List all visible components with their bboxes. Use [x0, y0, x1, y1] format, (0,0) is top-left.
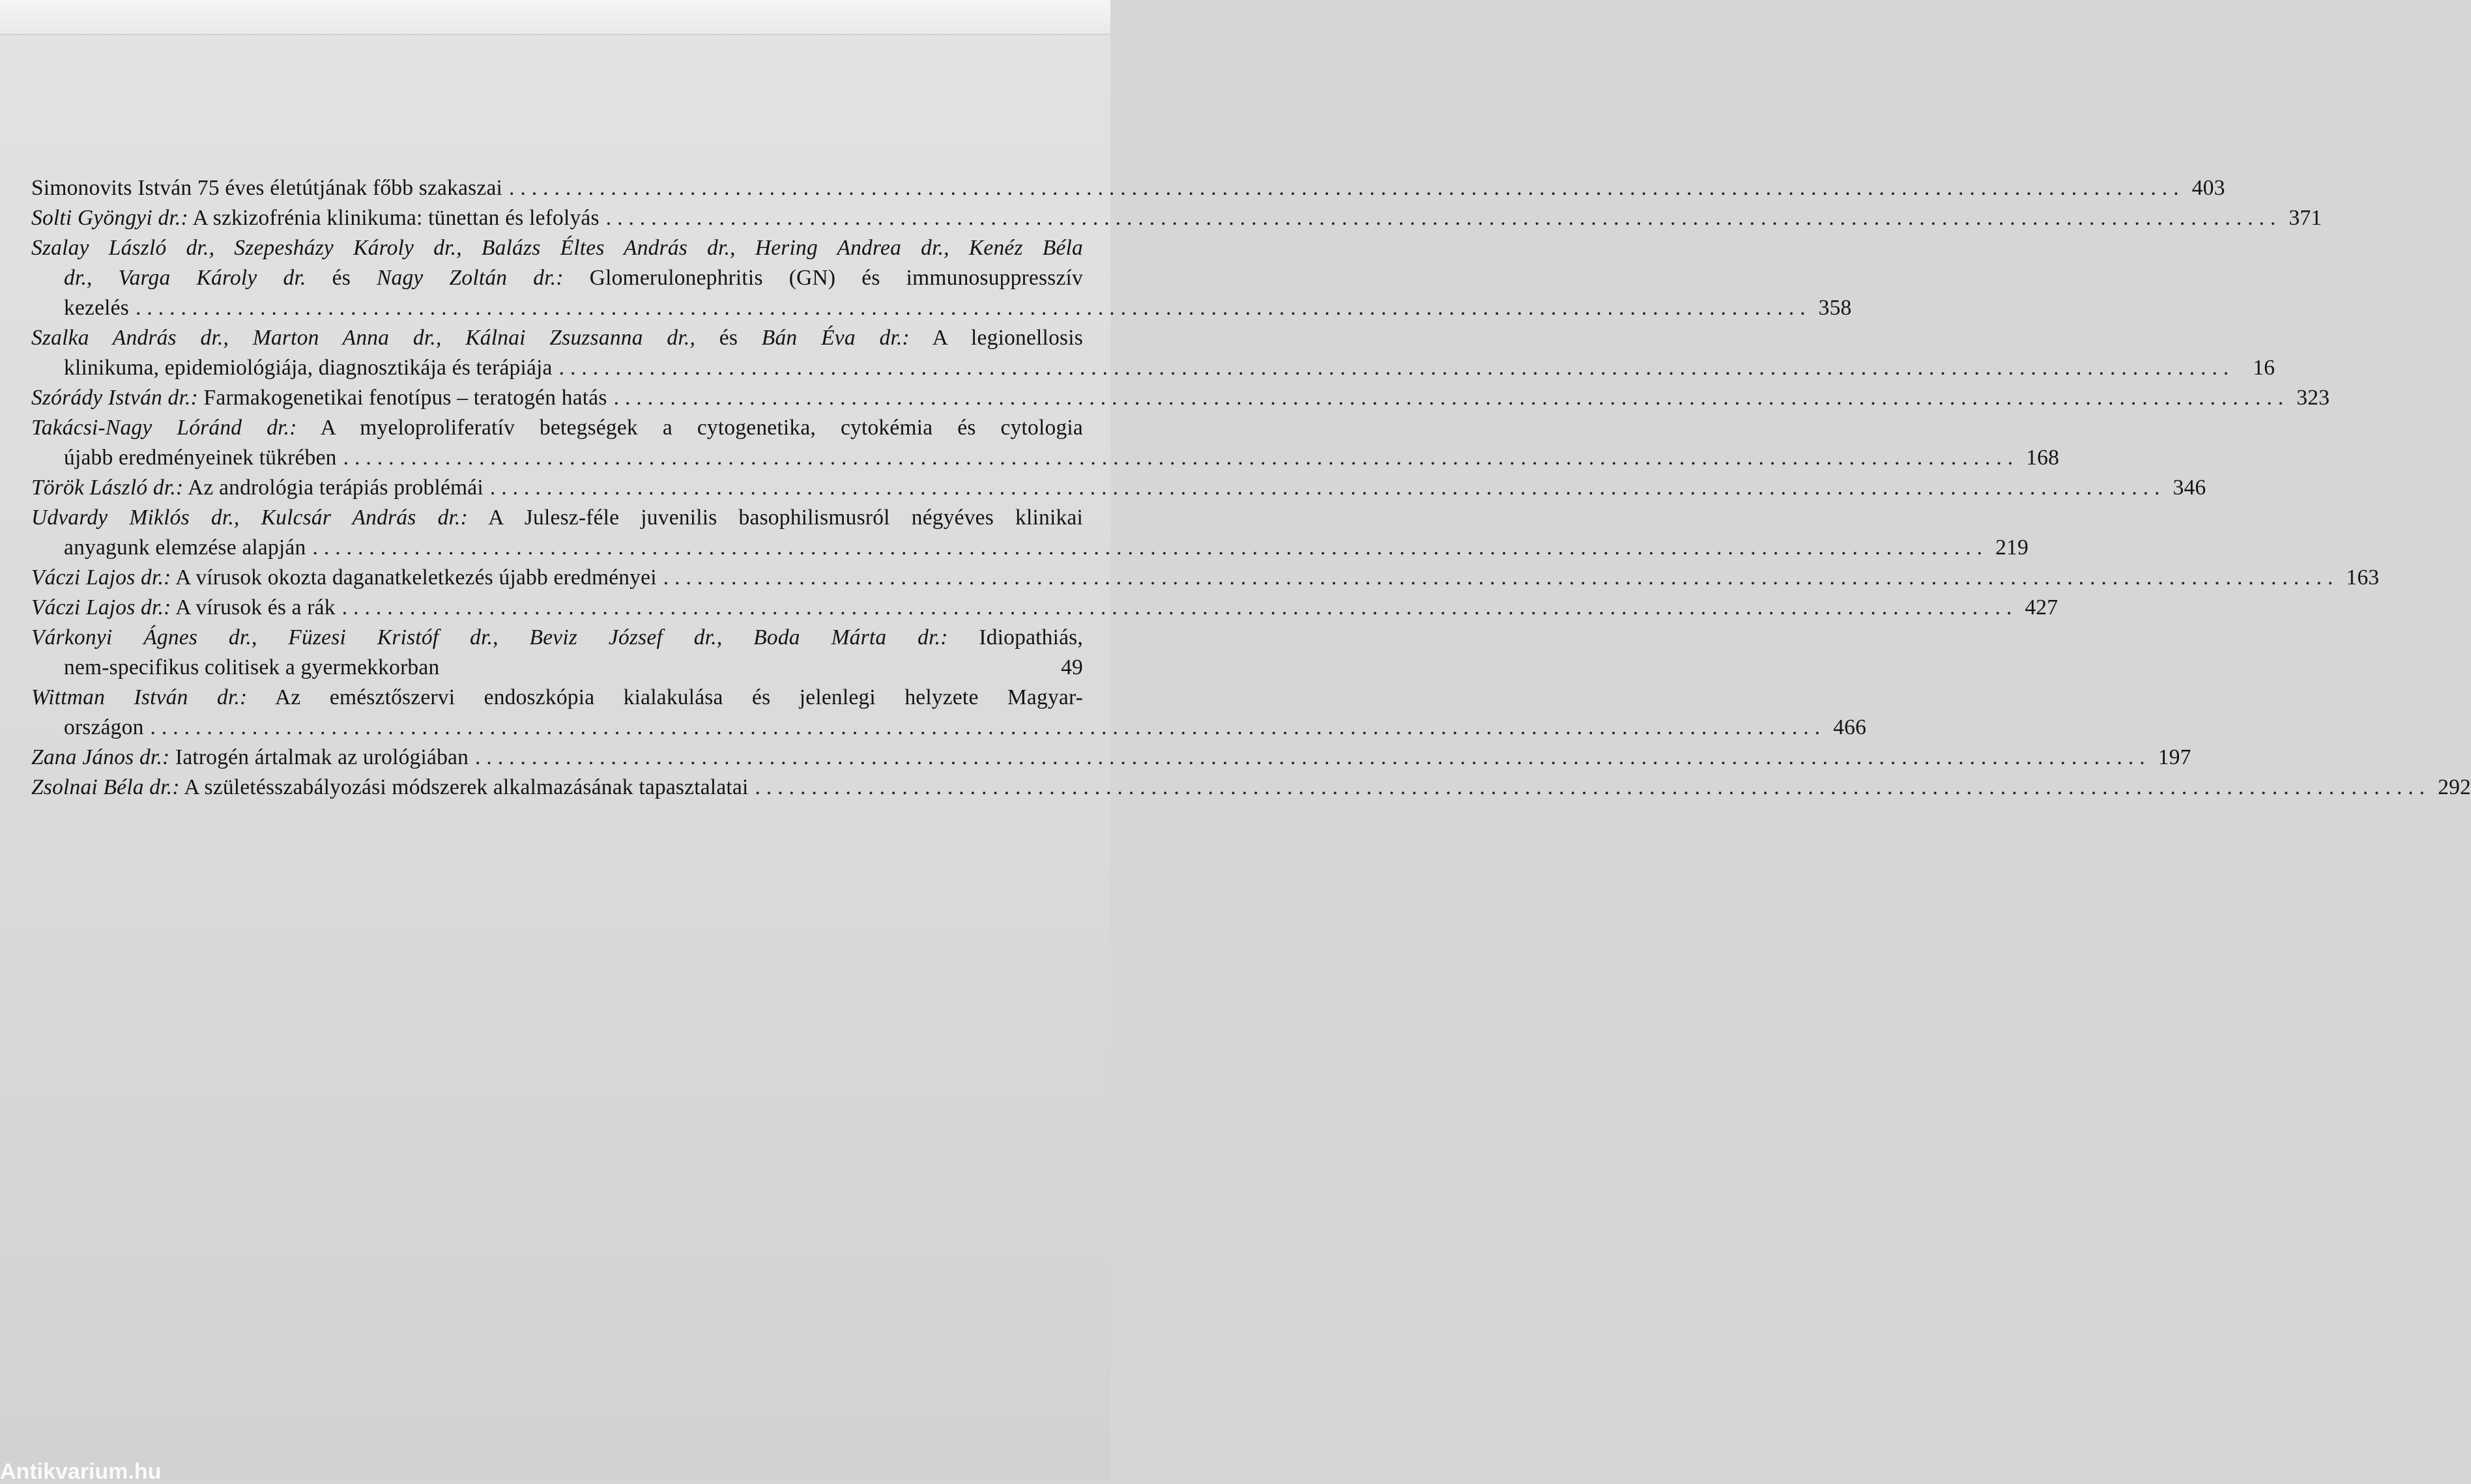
toc-entry-first-line [31, 593, 2059, 623]
toc-entry-text [31, 685, 1083, 709]
toc-entry-text [64, 713, 144, 743]
article-title: A születésszabályozási módszerek alkalmazásának tapasztalatai [179, 775, 749, 799]
page-top-edge [0, 0, 1110, 35]
toc-entry-continuation-line [31, 533, 2029, 563]
toc-entry [31, 383, 2330, 413]
author-names: Takácsi-Nagy Lóránd dr.: [31, 416, 297, 440]
toc-entry-text [31, 326, 1083, 350]
toc-entry-first-line [31, 473, 2206, 503]
article-title: Az emésztőszervi endoszkópia kialakulása és jelenlegi helyzete Magyar- [247, 685, 1083, 709]
toc-entry-text [31, 625, 1083, 649]
toc-entry-continuation-line [31, 713, 1867, 743]
toc-entry-first-line [31, 203, 2322, 233]
page-number: 168 [2026, 446, 2060, 470]
page-number: 346 [2173, 476, 2206, 500]
article-title: Farmakogenetikai fenotípus – teratogén hatás [197, 386, 607, 410]
article-title: A legionellosis [909, 326, 1083, 350]
toc-entry-text [31, 773, 748, 803]
page-number: 16 [2253, 356, 2276, 380]
toc-entry-first-line [31, 683, 1083, 713]
toc-entry-text [31, 743, 469, 773]
article-title: A Julesz-féle juvenilis basophilismusról négyéves klinikai [467, 506, 1083, 530]
author-names: dr., Varga Károly dr. [64, 266, 306, 290]
toc-entry-text [64, 293, 129, 323]
article-title: Az andrológia terápiás problémái [183, 476, 484, 500]
page-number: 49 [1061, 655, 1083, 679]
dot-leader: .................................................................................................................................................... [312, 535, 1988, 560]
article-title: kezelés [64, 296, 129, 320]
author-names: Szalka András dr., Marton Anna dr., Kálnai Zsuzsanna dr., [31, 326, 696, 350]
toc-entry-text [64, 443, 337, 473]
toc-entry-first-line [31, 233, 1083, 263]
watermark: Antikvarium.hu [0, 1459, 162, 1484]
toc-entry-text [64, 653, 439, 683]
article-title: A vírusok okozta daganatkeletkezés újabb eredményei [171, 565, 657, 590]
toc-entry-first-line [31, 413, 1083, 443]
author-names: Szórády István dr.: [31, 386, 198, 410]
article-title: klinikuma, epidemiológiája, diagnosztikája és terápiája [64, 356, 553, 380]
page-number: 197 [2158, 745, 2191, 769]
toc-entry-text [64, 266, 1083, 290]
author-names: Bán Éva dr.: [761, 326, 910, 350]
article-title: és [306, 266, 377, 290]
toc-entry-text [64, 533, 306, 563]
author-names: Solti Gyöngyi dr.: [31, 206, 188, 230]
toc-entry-text [31, 563, 657, 593]
page-number: 292 [2438, 775, 2471, 799]
toc-entry [31, 743, 2191, 773]
article-title: országon [64, 715, 144, 739]
table-of-contents [31, 173, 2471, 803]
dot-leader: .................................................................................................................................................... [475, 745, 2151, 769]
toc-entry-text [31, 173, 502, 203]
toc-entry-text [31, 506, 1083, 530]
toc-entry-first-line [31, 623, 1083, 653]
toc-entry [31, 623, 1083, 683]
toc-entry [31, 413, 2060, 473]
author-names: Váczi Lajos dr.: [31, 565, 171, 590]
author-names: Várkonyi Ágnes dr., Füzesi Kristóf dr., Beviz József dr., Boda Márta dr.: [31, 625, 948, 649]
toc-entry-first-line [31, 563, 2380, 593]
article-title: anyagunk elemzése alapján [64, 535, 306, 560]
toc-entry [31, 503, 2029, 563]
author-names: Váczi Lajos dr.: [31, 595, 171, 620]
dot-leader: .................................................................................................................................................... [489, 476, 2166, 500]
toc-entry-first-line [31, 503, 1083, 533]
dot-leader: .................................................................................................................................................... [605, 206, 2282, 230]
dot-leader: .................................................................................................................................................... [150, 715, 1827, 739]
article-title: Idiopathiás, [947, 625, 1083, 649]
dot-leader: .................................................................................................................................................... [509, 176, 2185, 200]
page-number: 427 [2025, 595, 2059, 620]
author-names: Nagy Zoltán dr.: [376, 266, 564, 290]
toc-entry [31, 683, 1867, 743]
toc-entry-continuation-line [31, 443, 2060, 473]
article-title: Iatrogén ártalmak az urológiában [169, 745, 469, 769]
toc-entry-text [64, 353, 553, 383]
dot-leader: .................................................................................................................................................... [341, 595, 2018, 620]
toc-entry-first-line [31, 173, 2225, 203]
author-names: Zana János dr.: [31, 745, 170, 769]
toc-entry-text [31, 383, 607, 413]
toc-entry [31, 593, 2059, 623]
dot-leader: .................................................................................................................................................... [613, 386, 2290, 410]
article-title: és [695, 326, 762, 350]
toc-entry-first-line [31, 383, 2330, 413]
toc-entry-text [31, 236, 1083, 260]
toc-entry-continuation-line [31, 263, 1083, 293]
page-number: 323 [2296, 386, 2330, 410]
dot-leader: .................................................................................................................................................... [755, 775, 2431, 799]
page-number: 371 [2289, 206, 2322, 230]
toc-entry-first-line [31, 743, 2191, 773]
author-names: Török László dr.: [31, 476, 184, 500]
dot-leader: .................................................................................................................................................... [135, 296, 1812, 320]
article-title: A myeloproliferatív betegségek a cytogenetika, cytokémia és cytologia [296, 416, 1083, 440]
toc-entry [31, 233, 1852, 323]
toc-entry [31, 203, 2322, 233]
author-names: Szalay László dr., Szepesházy Károly dr., Balázs Éltes András dr., Hering Andrea dr., Kenéz Béla [31, 236, 1083, 260]
author-names: Zsolnai Béla dr.: [31, 775, 180, 799]
toc-entry-text [31, 416, 1083, 440]
toc-entry [31, 773, 2471, 803]
toc-entry-continuation-line [31, 353, 2276, 383]
toc-entry-text [31, 473, 484, 503]
toc-entry [31, 173, 2225, 203]
toc-entry-continuation-line [31, 653, 1083, 683]
dot-leader: .................................................................................................................................................... [663, 565, 2339, 590]
toc-entry [31, 563, 2380, 593]
article-title: Simonovits István 75 éves életútjának főbb szakaszai [31, 176, 503, 200]
author-names: Wittman István dr.: [31, 685, 248, 709]
page-number: 163 [2346, 565, 2380, 590]
page-number: 358 [1818, 296, 1852, 320]
toc-entry-text [31, 203, 600, 233]
toc-entry [31, 473, 2206, 503]
toc-entry [31, 323, 2276, 383]
article-title: újabb eredményeinek tükrében [64, 446, 337, 470]
page-number: 403 [2191, 176, 2225, 200]
toc-entry-first-line [31, 323, 1083, 353]
author-names: Udvardy Miklós dr., Kulcsár András dr.: [31, 506, 468, 530]
article-title: nem-specifikus colitisek a gyermekkorban [64, 655, 440, 679]
article-title: A vírusok és a rák [171, 595, 336, 620]
page-number: 219 [1995, 535, 2029, 560]
toc-entry-text [31, 593, 336, 623]
page-number: 466 [1833, 715, 1867, 739]
dot-leader: .................................................................................................................................................... [343, 446, 2019, 470]
article-title: Glomerulonephritis (GN) és immunosuppresszív [563, 266, 1083, 290]
toc-entry-continuation-line [31, 293, 1852, 323]
article-title: A szkizofrénia klinikuma: tünettan és lefolyás [188, 206, 600, 230]
toc-entry-first-line [31, 773, 2471, 803]
dot-leader: .................................................................................................................................................... [558, 356, 2235, 380]
